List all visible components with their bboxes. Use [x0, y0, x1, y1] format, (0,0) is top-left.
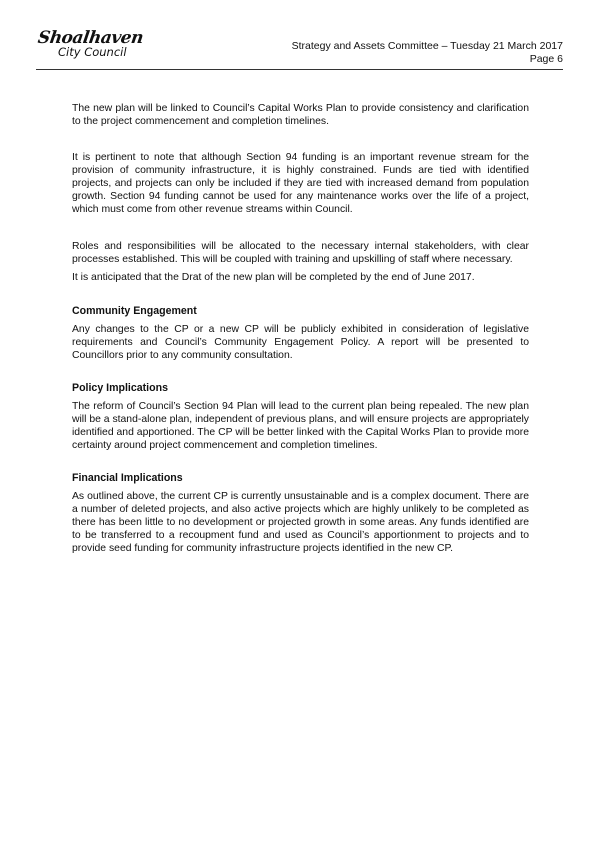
page-header [36, 30, 563, 72]
header-divider [36, 69, 563, 70]
meeting-title: Strategy and Assets Committee – Tuesday 21 March 2017 [291, 40, 563, 52]
paragraph-capital-works: The new plan will be linked to Council’s Capital Works Plan to provide consistency and clarification to the project commencement and completion timelines. [72, 103, 529, 127]
paragraph-community-engagement: Any changes to the CP or a new CP will be publicly exhibited in consideration of legislative requirements and Council’s Community Engagement Policy. A report will be presented to Councillors prior to any community consultation. [72, 324, 529, 361]
council-logo [36, 30, 146, 68]
paragraph-roles: Roles and responsibilities will be allocated to the necessary internal stakeholders, with clear processes established. This will be coupled with training and upskilling of staff where necessary. [72, 241, 529, 265]
heading-community-engagement: Community Engagement [72, 305, 197, 317]
document-body [72, 102, 529, 555]
header-meta [292, 40, 563, 66]
heading-financial-implications: Financial Implications [72, 472, 183, 484]
paragraph-financial-implications: As outlined above, the current CP is currently unsustainable and is a complex document. There are a number of deleted projects, and also active projects which are highly unlikely to be completed as there has been little to no development or projected growth in some areas. Any funds identified are to be transferred to a recoupment fund and used as Council’s apportionment to projects and to provide seed funding for community infrastructure projects identified in the new CP. [72, 491, 529, 554]
paragraph-policy-implications: The reform of Council’s Section 94 Plan will lead to the current plan being repealed. The new plan will be a stand-alone plan, independent of previous plans, and will ensure projects are appropriately identified and apportioned. The CP will be better linked with the Capital Works Plan to provide more certainty around project commencement and completion timelines. [72, 401, 529, 451]
paragraph-section-94: It is pertinent to note that although Section 94 funding is an important revenue stream for the provision of community infrastructure, it is highly constrained. Funds are tied with identified projects, and projects can only be included if they are tied with increased demand from population growth. Section 94 funding cannot be used for any maintenance works over the life of a project, which must come from other revenue streams within Council. [72, 152, 529, 215]
logo-script-text: Shoalhaven [36, 28, 145, 48]
page-number: Page 6 [529, 53, 563, 65]
heading-policy-implications: Policy Implications [72, 382, 168, 394]
logo-subtitle: City Council [58, 45, 127, 59]
paragraph-draft-timeline: It is anticipated that the Drat of the new plan will be completed by the end of June 2017. [72, 272, 475, 283]
